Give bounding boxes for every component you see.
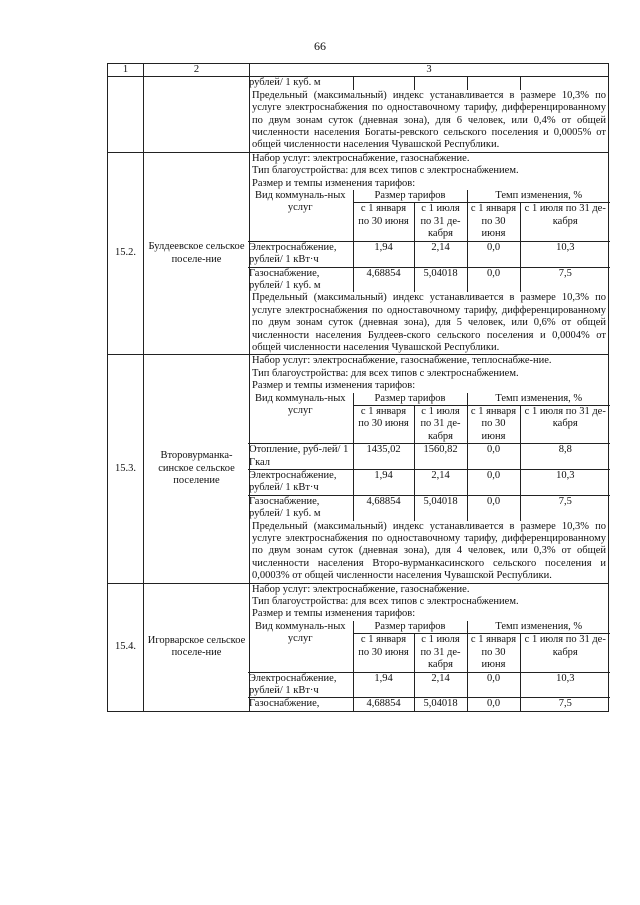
rate-jul: 8,8 [520,444,610,470]
tariff-jul: 2,14 [414,241,467,267]
service-header: Вид коммуналь-ных услуг [248,393,353,444]
tariff-jul: 2,14 [414,470,467,496]
limit-index-note: Предельный (максимальный) индекс устанавливается в размере 10,3% по услуге электроснабжения по одноставочному тарифу, дифференцированному по двум зонам суток (дневная зона), для 6 человек, или 0,4% от общей численности населения Богаты-ревского сельского поселения и 0,0005% от общей численности населения Чувашской Республики. [252,89,606,151]
section-row [108,355,609,583]
section-row [108,152,609,355]
service-name: Газоснабжение, рублей/ 1 куб. м [248,495,353,520]
service-name: Отопление, руб-лей/ 1 Гкал [248,444,353,470]
period-jul-header: с 1 июля по 31 де-кабря [414,203,467,241]
tariff-row [248,241,610,267]
tariff-jul: 2,14 [414,672,467,698]
tariff-jan: 1,94 [353,672,414,698]
tariff-table [107,63,609,712]
page-number: 66 [314,39,326,53]
tariff-row [248,698,610,711]
column-number: 2 [144,64,250,77]
service-name: Электроснабжение, рублей/ 1 кВт·ч [248,241,353,267]
tariff-jul: 1560,82 [414,444,467,470]
tariff-subtable [248,190,610,292]
settlement-name: Второвурманка-синское сельское поселение [144,355,250,583]
rate-header: Темп изменения, % [467,621,610,634]
tariff-jan: 1,94 [353,241,414,267]
type-line: Тип благоустройства: для всех типов с электроснабжением. [252,596,519,608]
service-name: Газоснабжение, рублей/ 1 куб. м [248,267,353,292]
tariff-jan: 4,68854 [353,495,414,520]
section-row [108,583,609,711]
rate-jul: 10,3 [520,672,610,698]
tariff-jul: 5,04018 [414,267,467,292]
rate-header: Темп изменения, % [467,190,610,203]
tariff-jan: 1,94 [353,470,414,496]
rate-jul: 7,5 [520,267,610,292]
column-number-row [108,64,609,77]
period-jul-header: с 1 июля по 31 де-кабря [520,405,610,443]
tariff-jul: 5,04018 [414,495,467,520]
limit-index-note: Предельный (максимальный) индекс устанавливается в размере 10,3% по услуге электроснабжения по одноставочному тарифу, дифференцированному по двум зонам суток (дневная зона), для 4 человек, или 0,3% от общей численности населения Второ-вурманкасинского сельского поселения и 0,0003% от общей численности населения Чувашской Республики. [252,520,606,582]
tariff-row [248,672,610,698]
period-jan-header: с 1 января по 30 июня [467,634,520,672]
type-line: Тип благоустройства: для всех типов с электроснабжением. [252,165,519,177]
column-number: 1 [108,64,144,77]
period-jul-header: с 1 июля по 31 де-кабря [520,634,610,672]
type-line: Тип благоустройства: для всех типов с электроснабжением. [252,367,519,379]
section-number: 15.2. [108,152,144,355]
limit-index-note: Предельный (максимальный) индекс устанавливается в размере 10,3% по услуге электроснабжения по одноставочному тарифу, дифференцированному по двум зонам суток (дневная зона), для 5 человек, или 0,6% от общей численности населения Булдеев-ского сельского поселения и 0,0004% от общей численности населения Чувашской Республики. [252,292,606,353]
tariff-subtable [248,393,610,521]
service-unit: рублей/ 1 куб. м [248,77,353,89]
period-jul-header: с 1 июля по 31 де-кабря [520,203,610,241]
settlement-name: Булдеевское сельское поселе-ние [144,152,250,355]
period-jan-header: с 1 января по 30 июня [467,405,520,443]
period-jan-header: с 1 января по 30 июня [353,405,414,443]
column-number: 3 [250,64,609,77]
rate-jan: 0,0 [467,241,520,267]
service-name: Электроснабжение, рублей/ 1 кВт·ч [248,470,353,496]
section-number: 15.3. [108,355,144,583]
rate-jan: 0,0 [467,495,520,520]
period-jul-header: с 1 июля по 31 де-кабря [414,405,467,443]
service-header: Вид коммуналь-ных услуг [248,621,353,672]
services-line: Набор услуг: электроснабжение, газоснабжение. [252,583,470,595]
services-line: Набор услуг: электроснабжение, газоснабжение. [252,152,470,164]
tariff-jul: 5,04018 [414,698,467,711]
rate-jan: 0,0 [467,470,520,496]
size-line: Размер и темпы изменения тарифов: [252,177,416,189]
rate-jan: 0,0 [467,444,520,470]
tariff-subtable [248,621,610,711]
tariff-row [248,444,610,470]
size-line: Размер и темпы изменения тарифов: [252,608,416,620]
rate-jan: 0,0 [467,672,520,698]
tariff-row [248,267,610,292]
services-line: Набор услуг: электроснабжение, газоснабжение, теплоснабже-ние. [252,355,552,367]
period-jan-header: с 1 января по 30 июня [353,634,414,672]
service-header: Вид коммуналь-ных услуг [248,190,353,241]
service-name: Электроснабжение, рублей/ 1 кВт·ч [248,672,353,698]
rate-jul: 10,3 [520,241,610,267]
tariff-jan: 1435,02 [353,444,414,470]
size-header: Размер тарифов [353,621,467,634]
rate-header: Темп изменения, % [467,393,610,406]
tariff-row [248,470,610,496]
period-jan-header: с 1 января по 30 июня [353,203,414,241]
rate-jul: 10,3 [520,470,610,496]
period-jul-header: с 1 июля по 31 де-кабря [414,634,467,672]
size-header: Размер тарифов [353,393,467,406]
rate-jan: 0,0 [467,698,520,711]
section-number: 15.4. [108,583,144,711]
tariff-jan: 4,68854 [353,698,414,711]
rate-jul: 7,5 [520,495,610,520]
section-continuation [108,77,609,152]
rate-jan: 0,0 [467,267,520,292]
size-line: Размер и темпы изменения тарифов: [252,380,416,392]
tariff-jan: 4,68854 [353,267,414,292]
service-name: Газоснабжение, [248,698,353,711]
settlement-name: Игорварское сельское поселе-ние [144,583,250,711]
tariff-subtable-fragment [248,77,610,89]
rate-jul: 7,5 [520,698,610,711]
size-header: Размер тарифов [353,190,467,203]
period-jan-header: с 1 января по 30 июня [467,203,520,241]
tariff-row [248,495,610,520]
